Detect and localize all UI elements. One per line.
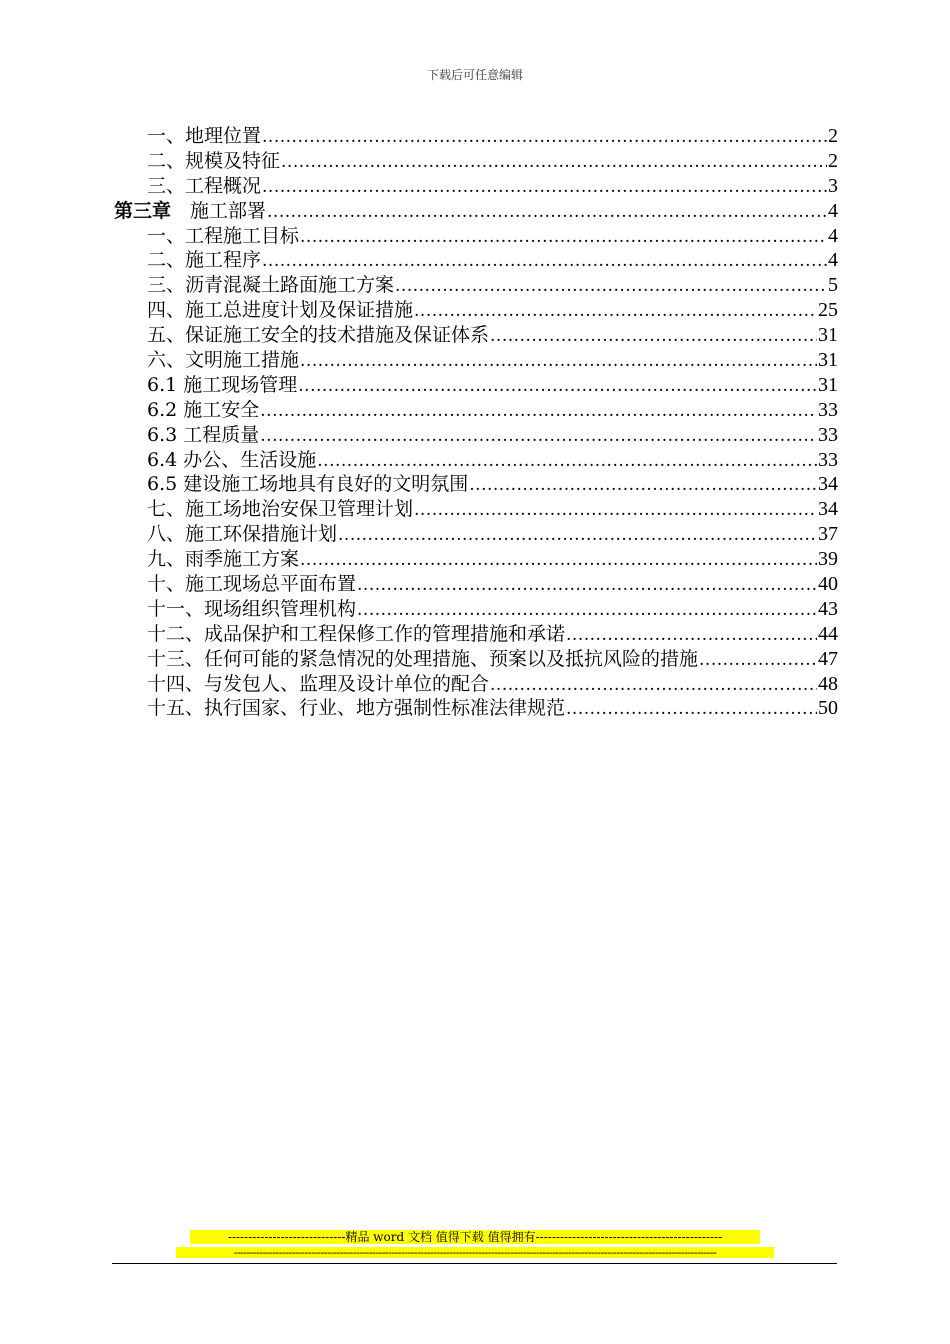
toc-entry[interactable]: [114, 647, 838, 672]
toc-page-number: 4: [828, 199, 838, 222]
toc-entry-title: 一、工程施工目标: [147, 224, 300, 247]
toc-entry-title: 十五、执行国家、行业、地方强制性标准法律规范: [147, 697, 566, 720]
toc-entry[interactable]: [114, 423, 838, 448]
toc-page-number: 25: [818, 299, 838, 322]
toc-leader-dots: [414, 498, 817, 522]
toc-page-number: 33: [818, 423, 838, 446]
toc-page-number: 44: [818, 622, 838, 645]
toc-leader-dots: [469, 473, 817, 497]
toc-page-number: 4: [828, 224, 838, 247]
toc-leader-dots: [260, 424, 817, 448]
toc-entry-title: 十三、任何可能的紧急情况的处理措施、预案以及抵抗风险的措施: [147, 647, 699, 670]
toc-entry[interactable]: [114, 696, 838, 721]
toc-entry[interactable]: [114, 622, 838, 647]
toc-leader-dots: [490, 324, 817, 348]
toc-page-number: 37: [818, 523, 838, 546]
toc-entry-title: 6.5 建设施工场地具有良好的文明氛围: [147, 473, 469, 496]
toc-entry-title: 6.1 施工现场管理: [147, 373, 298, 396]
footer-banner-line-2: ------------------------------------------------------------------------------------------------------------------------------------------------------: [176, 1247, 774, 1258]
toc-entry[interactable]: [114, 273, 838, 298]
toc-entry[interactable]: [114, 398, 838, 423]
toc-entry-title: 九、雨季施工方案: [147, 548, 300, 571]
toc-leader-dots: [566, 697, 817, 721]
table-of-contents: [114, 124, 838, 721]
toc-page-number: 39: [818, 548, 838, 571]
toc-entry[interactable]: [114, 224, 838, 249]
toc-page-number: 33: [818, 448, 838, 471]
toc-page-number: 47: [818, 647, 838, 670]
toc-entry-title: 五、保证施工安全的技术措施及保证体系: [147, 324, 490, 347]
toc-leader-dots: [300, 349, 817, 373]
toc-page-number: 31: [818, 324, 838, 347]
toc-entry[interactable]: [114, 497, 838, 522]
toc-leader-dots: [267, 200, 827, 224]
toc-entry[interactable]: [114, 348, 838, 373]
toc-entry-title: 十四、与发包人、监理及设计单位的配合: [147, 672, 490, 695]
toc-entry-title: 八、施工环保措施计划: [147, 523, 338, 546]
toc-page-number: 48: [818, 672, 838, 695]
toc-leader-dots: [262, 175, 827, 199]
page-header: 下载后可任意编辑: [426, 68, 523, 82]
toc-entry[interactable]: [114, 547, 838, 572]
toc-chapter-title: 施工部署: [190, 199, 267, 222]
toc-leader-dots: [357, 598, 817, 622]
toc-page-number: 40: [818, 573, 838, 596]
toc-leader-dots: [317, 449, 817, 473]
toc-page-number: 31: [818, 349, 838, 372]
toc-entry[interactable]: [114, 672, 838, 697]
toc-entry-title: 十、施工现场总平面布置: [147, 573, 357, 596]
toc-page-number: 4: [828, 249, 838, 272]
toc-leader-dots: [699, 648, 817, 672]
toc-entry[interactable]: [114, 572, 838, 597]
toc-leader-dots: [300, 225, 827, 249]
toc-page-number: 34: [818, 473, 838, 496]
toc-page-number: 5: [828, 274, 838, 297]
toc-leader-dots: [357, 573, 817, 597]
toc-leader-dots: [262, 249, 827, 273]
toc-entry-title: 二、规模及特征: [147, 149, 281, 172]
toc-entry-title: 6.4 办公、生活设施: [147, 448, 317, 471]
toc-entry[interactable]: [114, 199, 838, 224]
toc-entry[interactable]: [114, 597, 838, 622]
toc-entry-title: 三、工程概况: [147, 174, 262, 197]
toc-leader-dots: [298, 374, 817, 398]
toc-entry-title: 六、文明施工措施: [147, 349, 300, 372]
toc-entry[interactable]: [114, 448, 838, 473]
toc-entry-title: 三、沥青混凝土路面施工方案: [147, 274, 395, 297]
toc-entry[interactable]: [114, 298, 838, 323]
toc-page-number: 2: [828, 149, 838, 172]
toc-page-number: 43: [818, 597, 838, 620]
toc-entry[interactable]: [114, 373, 838, 398]
toc-page-number: 3: [828, 174, 838, 197]
toc-entry[interactable]: [114, 323, 838, 348]
toc-entry-title: 四、施工总进度计划及保证措施: [147, 299, 414, 322]
footer-banner-line-1: -----------------------------精品 word 文档 值得下载 值得拥有----------------------------------------------: [190, 1230, 760, 1244]
toc-entry-title: 一、地理位置: [147, 125, 262, 147]
toc-page-number: 33: [818, 398, 838, 421]
toc-entry[interactable]: [114, 248, 838, 273]
toc-page-number: 31: [818, 373, 838, 396]
toc-entry[interactable]: [114, 174, 838, 199]
toc-chapter-label: 第三章: [114, 199, 172, 222]
toc-page-number: 2: [828, 125, 838, 147]
toc-leader-dots: [262, 125, 827, 149]
toc-entry[interactable]: [114, 472, 838, 497]
toc-leader-dots: [260, 399, 817, 423]
toc-entry-title: 十一、现场组织管理机构: [147, 597, 357, 620]
toc-entry[interactable]: [114, 149, 838, 174]
toc-entry-title: 6.2 施工安全: [147, 398, 260, 421]
toc-leader-dots: [300, 548, 817, 572]
toc-page-number: 50: [818, 697, 838, 720]
toc-leader-dots: [490, 673, 817, 697]
toc-leader-dots: [566, 623, 817, 647]
toc-leader-dots: [281, 150, 827, 174]
toc-entry-title: 二、施工程序: [147, 249, 262, 272]
toc-leader-dots: [414, 299, 817, 323]
toc-page-number: 34: [818, 498, 838, 521]
toc-entry-title: 十二、成品保护和工程保修工作的管理措施和承诺: [147, 622, 566, 645]
toc-leader-dots: [395, 274, 827, 298]
toc-leader-dots: [338, 523, 817, 547]
toc-entry-title: 6.3 工程质量: [147, 423, 260, 446]
toc-entry-title: [114, 199, 266, 224]
toc-entry[interactable]: [114, 522, 838, 547]
toc-entry[interactable]: [114, 124, 838, 149]
footer-divider: [112, 1263, 837, 1264]
toc-entry-title: 七、施工场地治安保卫管理计划: [147, 498, 414, 521]
